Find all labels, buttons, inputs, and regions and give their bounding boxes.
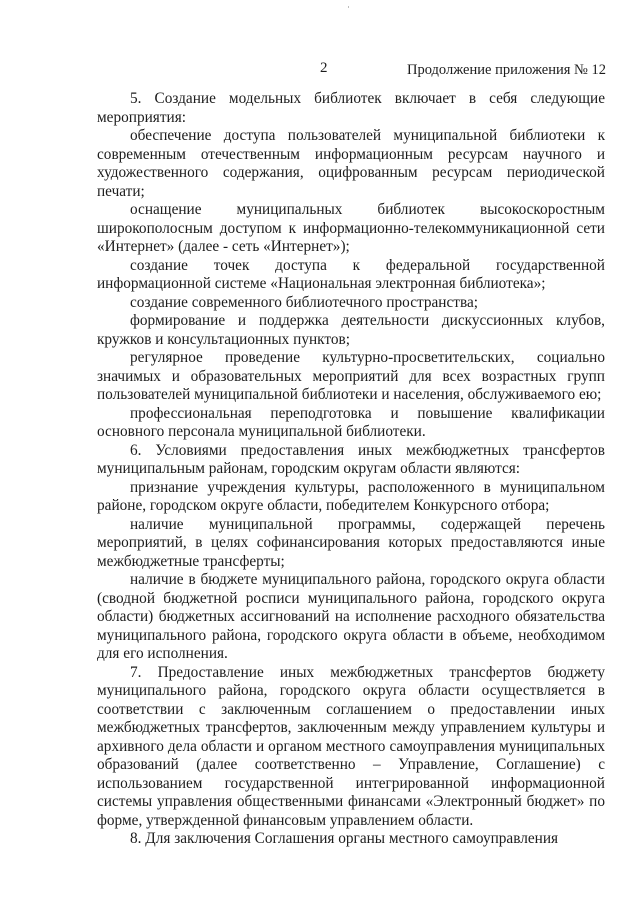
paragraph-access-points: создание точек доступа к федеральной государственной информационной системе «Национальная электронная библиотека»; xyxy=(97,256,605,292)
paragraph-contest-winner: признание учреждения культуры, расположенного в муниципальном районе, городском округе области, победителем Конкурсного отбора; xyxy=(97,478,605,514)
paragraph-6-conditions: 6. Условиями предоставления иных межбюджетных трансфертов муниципальным районам, городским округам области являются: xyxy=(97,441,605,477)
paragraph-events: регулярное проведение культурно-просветительских, социально значимых и образовательных мероприятий для всех возрастных групп пользователей муниципальной библиотеки и населения, обслуживаемого ею; xyxy=(97,349,605,403)
paragraph-8-start: 8. Для заключения Соглашения органы местного самоуправления xyxy=(130,830,559,847)
document-body xyxy=(97,90,605,849)
paragraph-budget-allocations: наличие в бюджете муниципального района, городского округа области (сводной бюджетной росписи муниципального района, городского округа области) бюджетных ассигнований на исполнение расходного обязательства муниципального района, городского округа области в объеме, необходимом для его исполнения. xyxy=(97,571,605,662)
page-number: 2 xyxy=(320,60,328,76)
scan-mark xyxy=(348,6,349,8)
paragraph-training: профессиональная переподготовка и повышение квалификации основного персонала муниципальной библиотеки. xyxy=(97,404,605,440)
paragraph-access-resources: обеспечение доступа пользователей муниципальной библиотеки к современным отечественным информационным ресурсам научного и художественного содержания, оцифрованным ресурсам периодической печати; xyxy=(97,127,605,200)
paragraph-clubs: формирование и поддержка деятельности дискуссионных клубов, кружков и консультационных пунктов; xyxy=(97,312,605,348)
appendix-continuation-header: Продолжение приложения № 12 xyxy=(407,62,606,78)
paragraph-broadband: оснащение муниципальных библиотек высокоскоростным широкополосным доступом к информационно-телекоммуникационной сети «Интернет» (далее - сеть «Интернет»); xyxy=(97,201,605,255)
paragraph-library-space: создание современного библиотечного пространства; xyxy=(130,293,479,311)
paragraph-municipal-program: наличие муниципальной программы, содержащей перечень мероприятий, в целях софинансирования которых предоставляются иные межбюджетные трансферты; xyxy=(97,515,605,570)
paragraph-5-intro: 5. Создание модельных библиотек включает в себя следующие мероприятия: xyxy=(97,90,605,126)
paragraph-7-agreement: 7. Предоставление иных межбюджетных трансфертов бюджету муниципального района, городского округа области осуществляется в соответствии с заключенным соглашением о предоставлении иных межбюджетных трансфертов, заключенным между управлением культуры и архивного дела области и органом местного самоуправления муниципальных образований (далее соответственно – Управление, Соглашение) с использованием государственной интегрированной информационной системы управления общественными финансами «Электронный бюджет» по форме, утвержденной финансовым управлением области. xyxy=(97,663,605,829)
